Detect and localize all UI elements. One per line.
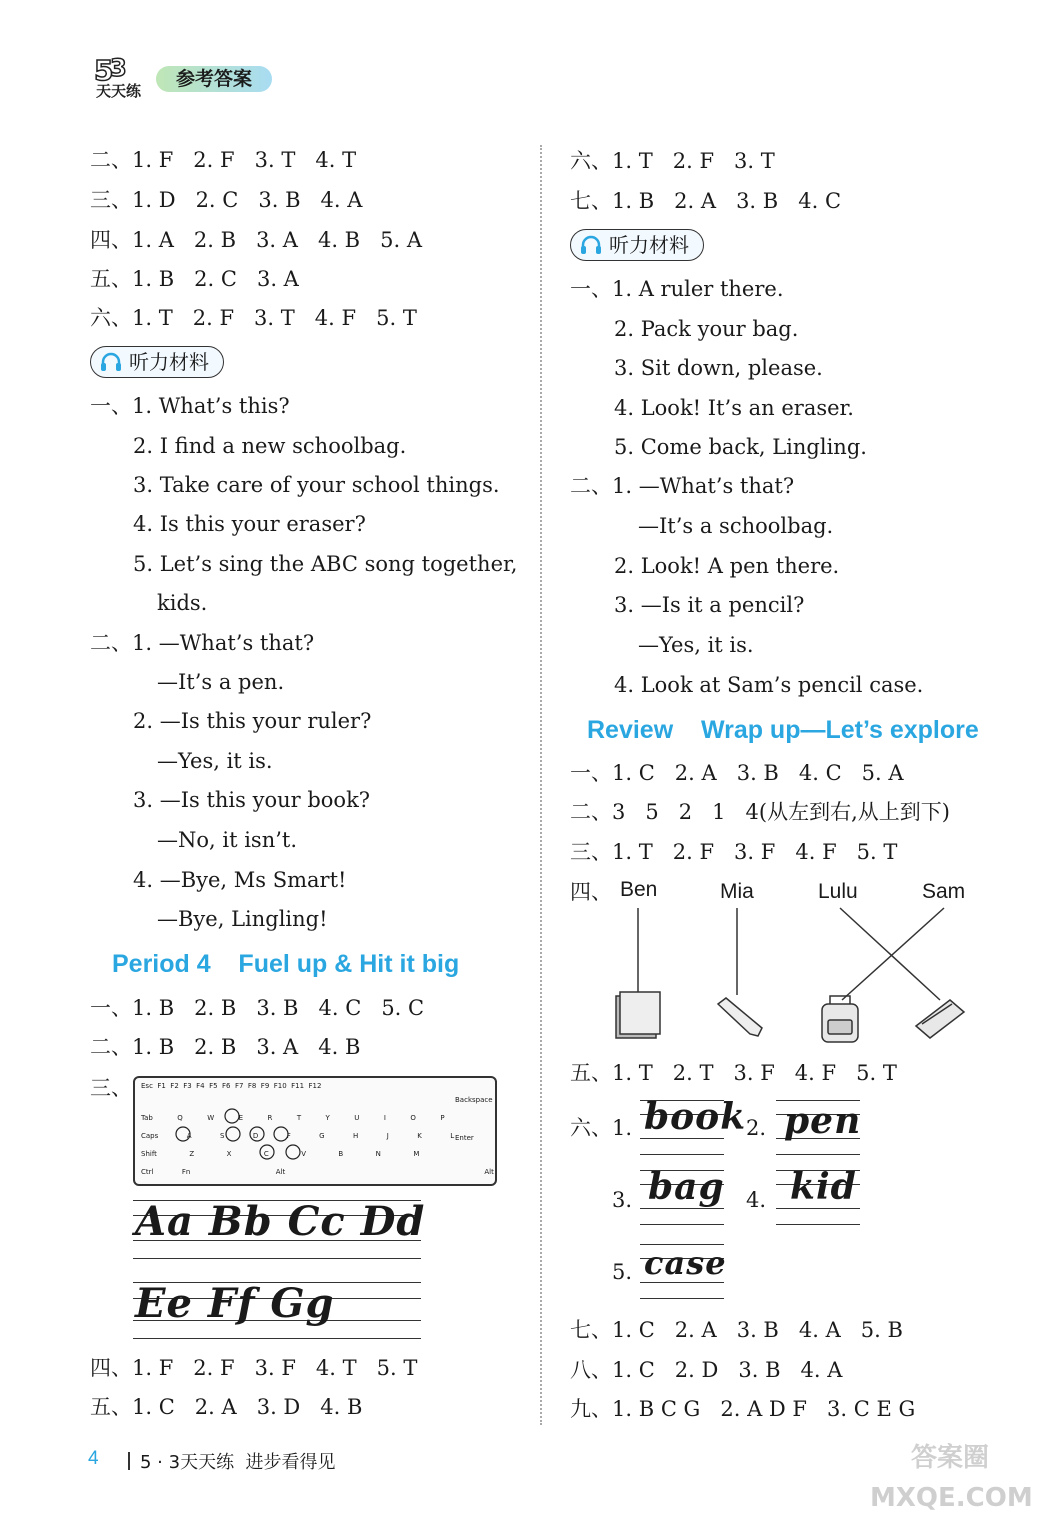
matching-lines bbox=[600, 900, 980, 1050]
answer-line: 三、1. D 2. C 3. B 4. A bbox=[90, 188, 363, 212]
answer-line: —It’s a schoolbag. bbox=[638, 514, 834, 538]
keyboard-key: Backspace bbox=[455, 1096, 493, 1104]
handwritten-word: book bbox=[644, 1096, 747, 1138]
answer-line: —It’s a pen. bbox=[157, 670, 285, 694]
pencil-case-icon bbox=[916, 1000, 964, 1038]
answer-line: 五、1. B 2. C 3. A bbox=[90, 267, 299, 291]
book-icon bbox=[616, 992, 660, 1038]
section-heading: Period 4 Fuel up & Hit it big bbox=[112, 950, 460, 978]
match-name: Lulu bbox=[818, 880, 858, 903]
keyboard-row: Caps A S D F G H J K L bbox=[141, 1132, 455, 1140]
answer-line: 四、 bbox=[570, 880, 612, 904]
answer-line: 3. —Is it a pencil? bbox=[614, 593, 805, 617]
svg-text:5: 5 bbox=[94, 54, 114, 87]
answer-line: 七、1. B 2. A 3. B 4. C bbox=[570, 189, 842, 213]
answer-line: —No, it isn’t. bbox=[157, 828, 298, 852]
headphones-icon bbox=[580, 235, 602, 255]
keyboard-row: Shift Z X C V B N M bbox=[141, 1150, 420, 1158]
answer-line: 一、1. C 2. A 3. B 4. C 5. A bbox=[570, 761, 904, 785]
logo bbox=[92, 52, 154, 98]
footer-divider bbox=[128, 1452, 130, 1470]
answer-line: kids. bbox=[157, 591, 208, 615]
answer-line: 一、1. B 2. B 3. B 4. C 5. C bbox=[90, 996, 425, 1020]
answer-line: 4. bbox=[746, 1188, 767, 1212]
footer-text: 5 · 3天天练 进步看得见 bbox=[140, 1452, 336, 1473]
match-name: Sam bbox=[922, 880, 966, 903]
section-heading: Review Wrap up—Let’s explore bbox=[587, 716, 979, 744]
watermark: 答案圈 MXQE.COM bbox=[870, 1443, 1033, 1513]
answer-line: 二、1. —What’s that? bbox=[570, 474, 795, 498]
answer-line: 五、1. T 2. T 3. F 4. F 5. T bbox=[570, 1061, 897, 1085]
answer-line: 八、1. C 2. D 3. B 4. A bbox=[570, 1358, 843, 1382]
answer-line: 三、1. T 2. F 3. F 4. F 5. T bbox=[570, 840, 898, 864]
answer-line: —Yes, it is. bbox=[638, 633, 754, 657]
answer-line: —Yes, it is. bbox=[157, 749, 273, 773]
answer-line: 一、1. What’s this? bbox=[90, 394, 290, 418]
header-title: 参考答案 bbox=[156, 66, 272, 92]
answer-line: 六、1. bbox=[570, 1116, 633, 1140]
answer-line: 五、1. C 2. A 3. D 4. B bbox=[90, 1395, 363, 1419]
answer-line: 三、 bbox=[90, 1076, 132, 1100]
answer-line: 3. Take care of your school things. bbox=[133, 473, 500, 497]
answer-line: 四、1. A 2. B 3. A 4. B 5. A bbox=[90, 228, 423, 252]
answer-line: 六、1. T 2. F 3. T 4. F 5. T bbox=[90, 306, 417, 330]
answer-line: 2. —Is this your ruler? bbox=[133, 709, 372, 733]
answer-line: 二、3 5 2 1 4(从左到右,从上到下) bbox=[570, 800, 950, 824]
keyboard-row: Ctrl Fn Alt Alt bbox=[141, 1168, 494, 1176]
handwritten-letters: Ee Ff Gg bbox=[135, 1280, 335, 1327]
answer-line: 3. bbox=[612, 1188, 633, 1212]
answer-line: 3. —Is this your book? bbox=[133, 788, 371, 812]
answer-line: 5. Let’s sing the ABC song together, bbox=[133, 552, 518, 576]
answer-line: 5. Come back, Lingling. bbox=[614, 435, 867, 459]
answer-line: —Bye, Lingling! bbox=[157, 907, 328, 931]
answer-line: 5. bbox=[612, 1260, 633, 1284]
answer-line: 2. Look! A pen there. bbox=[614, 554, 840, 578]
keyboard-row: Esc F1 F2 F3 F4 F5 F6 F7 F8 F9 F10 F11 F12 bbox=[141, 1082, 322, 1090]
answer-line: 4. Is this your eraser? bbox=[133, 512, 366, 536]
listening-tag: 听力材料 bbox=[90, 346, 224, 378]
answer-line: 二、1. —What’s that? bbox=[90, 631, 315, 655]
keyboard-image bbox=[133, 1076, 497, 1186]
page-number: 4 bbox=[88, 1448, 99, 1469]
answer-line: 九、1. B C G 2. A D F 3. C E G bbox=[570, 1397, 916, 1421]
answer-line: 2. bbox=[746, 1116, 767, 1140]
handwritten-word: pen bbox=[784, 1100, 862, 1142]
keyboard-circles bbox=[135, 1078, 495, 1184]
schoolbag-icon bbox=[822, 996, 858, 1042]
answer-line: 一、1. A ruler there. bbox=[570, 277, 784, 301]
match-name: Mia bbox=[720, 880, 754, 903]
answer-line: 二、1. B 2. B 3. A 4. B bbox=[90, 1035, 361, 1059]
keyboard-key: Enter bbox=[455, 1134, 474, 1142]
answer-line: 4. Look! It’s an eraser. bbox=[614, 396, 854, 420]
answer-line: 4. —Bye, Ms Smart! bbox=[133, 868, 347, 892]
handwritten-letters: Aa Bb Cc Dd bbox=[135, 1198, 426, 1245]
pencil-icon bbox=[718, 998, 762, 1036]
listening-tag: 听力材料 bbox=[570, 229, 704, 261]
svg-text:3: 3 bbox=[110, 54, 127, 82]
keyboard-row: Tab Q W E R T Y U I O P bbox=[141, 1114, 445, 1122]
column-divider bbox=[540, 145, 542, 1425]
answer-line: 二、1. F 2. F 3. T 4. T bbox=[90, 148, 357, 172]
answer-line: 七、1. C 2. A 3. B 4. A 5. B bbox=[570, 1318, 903, 1342]
handwritten-word: kid bbox=[790, 1166, 857, 1208]
answer-line: 六、1. T 2. F 3. T bbox=[570, 149, 775, 173]
svg-text:天天练: 天天练 bbox=[96, 82, 142, 98]
match-name: Ben bbox=[620, 878, 658, 901]
answer-line: 2. I find a new schoolbag. bbox=[133, 434, 407, 458]
answer-line: 四、1. F 2. F 3. F 4. T 5. T bbox=[90, 1356, 418, 1380]
handwritten-word: case bbox=[644, 1244, 727, 1282]
answer-line: 2. Pack your bag. bbox=[614, 317, 799, 341]
handwritten-word: bag bbox=[648, 1166, 725, 1208]
answer-line: 3. Sit down, please. bbox=[614, 356, 823, 380]
answer-line: 4. Look at Sam’s pencil case. bbox=[614, 673, 924, 697]
headphones-icon bbox=[100, 352, 122, 372]
